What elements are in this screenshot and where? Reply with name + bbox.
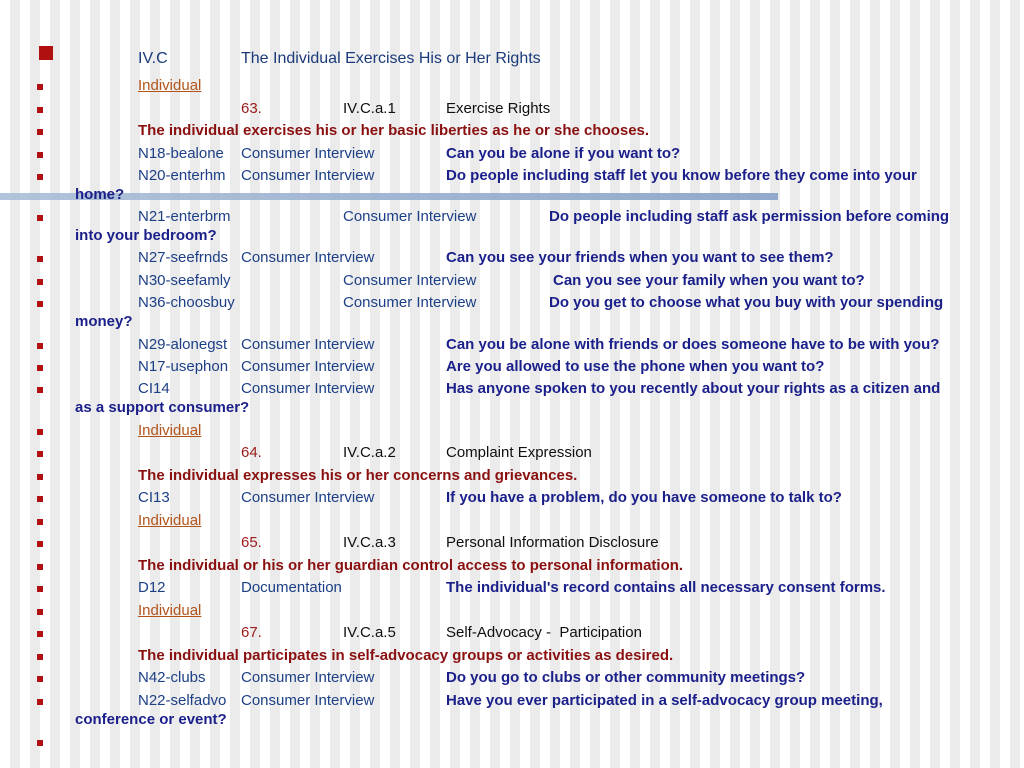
indicator-question: Do people including staff let you know before they come into your bbox=[446, 167, 917, 184]
indicator-question: Can you be alone with friends or does someone have to be with you? bbox=[446, 336, 940, 353]
indicator-id: D12 bbox=[138, 579, 166, 596]
indicator-source: Consumer Interview bbox=[343, 208, 477, 225]
indicator-source: Consumer Interview bbox=[241, 167, 375, 184]
indicator-id: CI14 bbox=[138, 380, 170, 397]
item-number: 63. bbox=[241, 100, 262, 117]
indicator-question: Can you see your family when you want to? bbox=[553, 272, 865, 289]
bullet-icon bbox=[37, 343, 43, 349]
standard-statement: The individual or his or her guardian control access to personal information. bbox=[138, 557, 684, 574]
bullet-icon bbox=[37, 519, 43, 525]
indicator-question-cont: conference or event? bbox=[75, 711, 227, 728]
bullet-icon bbox=[37, 256, 43, 262]
indicator-source: Consumer Interview bbox=[241, 145, 375, 162]
bullet-icon bbox=[37, 365, 43, 371]
title-code: IV.C bbox=[138, 50, 168, 67]
item-description: Self-Advocacy - Participation bbox=[446, 624, 642, 641]
indicator-source: Consumer Interview bbox=[241, 692, 375, 709]
indicator-question: Has anyone spoken to you recently about your rights as a citizen and bbox=[446, 380, 941, 397]
bullet-icon bbox=[37, 429, 43, 435]
indicator-id: N20-enterhm bbox=[138, 167, 226, 184]
bullet-icon bbox=[37, 387, 43, 393]
item-code: IV.C.a.2 bbox=[343, 444, 396, 461]
bullet-icon bbox=[37, 631, 43, 637]
item-description: Personal Information Disclosure bbox=[446, 534, 659, 551]
bullet-icon bbox=[37, 279, 43, 285]
individual-link[interactable]: Individual bbox=[138, 602, 202, 619]
item-number: 67. bbox=[241, 624, 262, 641]
indicator-question: Do you go to clubs or other community meetings? bbox=[446, 669, 806, 686]
indicator-question: The individual's record contains all necessary consent forms. bbox=[446, 579, 886, 596]
standard-statement: The individual expresses his or her concerns and grievances. bbox=[138, 467, 578, 484]
indicator-source: Consumer Interview bbox=[241, 336, 375, 353]
bullet-icon bbox=[37, 564, 43, 570]
bullet-icon bbox=[37, 586, 43, 592]
indicator-question-cont: money? bbox=[75, 313, 133, 330]
item-description: Exercise Rights bbox=[446, 100, 551, 117]
bullet-icon bbox=[37, 740, 43, 746]
indicator-question: If you have a problem, do you have someone to talk to? bbox=[446, 489, 842, 506]
bullet-icon bbox=[37, 84, 43, 90]
standard-statement: The individual participates in self-advocacy groups or activities as desired. bbox=[138, 647, 674, 664]
bullet-icon bbox=[37, 676, 43, 682]
item-code: IV.C.a.3 bbox=[343, 534, 396, 551]
item-code: IV.C.a.1 bbox=[343, 100, 396, 117]
indicator-source: Consumer Interview bbox=[343, 272, 477, 289]
individual-link[interactable]: Individual bbox=[138, 422, 202, 439]
indicator-id: N17-usephon bbox=[138, 358, 229, 375]
standard-statement: The individual exercises his or her basic liberties as he or she chooses. bbox=[138, 122, 650, 139]
indicator-source: Consumer Interview bbox=[241, 380, 375, 397]
bullet-icon bbox=[37, 451, 43, 457]
indicator-question-cont: into your bedroom? bbox=[75, 227, 217, 244]
title-bullet-icon bbox=[39, 46, 53, 60]
page-title: The Individual Exercises His or Her Rights bbox=[241, 50, 541, 67]
bullet-icon bbox=[37, 107, 43, 113]
indicator-question: Have you ever participated in a self-advocacy group meeting, bbox=[446, 692, 883, 709]
item-number: 64. bbox=[241, 444, 262, 461]
bullet-icon bbox=[37, 541, 43, 547]
indicator-question: Can you see your friends when you want to see them? bbox=[446, 249, 834, 266]
indicator-question: Can you be alone if you want to? bbox=[446, 145, 681, 162]
indicator-question: Do you get to choose what you buy with your spending bbox=[549, 294, 944, 311]
bullet-icon bbox=[37, 496, 43, 502]
bullet-icon bbox=[37, 474, 43, 480]
indicator-id: N22-selfadvo bbox=[138, 692, 227, 709]
indicator-question-cont: home? bbox=[75, 186, 125, 203]
indicator-source: Documentation bbox=[241, 579, 342, 596]
indicator-id: N36-choosbuy bbox=[138, 294, 235, 311]
bullet-icon bbox=[37, 301, 43, 307]
item-code: IV.C.a.5 bbox=[343, 624, 396, 641]
indicator-id: N18-bealone bbox=[138, 145, 224, 162]
bullet-icon bbox=[37, 174, 43, 180]
individual-link[interactable]: Individual bbox=[138, 512, 202, 529]
indicator-source: Consumer Interview bbox=[241, 489, 375, 506]
indicator-id: N21-enterbrm bbox=[138, 208, 231, 225]
bullet-icon bbox=[37, 152, 43, 158]
bullet-icon bbox=[37, 699, 43, 705]
bullet-icon bbox=[37, 609, 43, 615]
individual-link[interactable]: Individual bbox=[138, 77, 202, 94]
item-number: 65. bbox=[241, 534, 262, 551]
bullet-icon bbox=[37, 215, 43, 221]
indicator-source: Consumer Interview bbox=[241, 249, 375, 266]
indicator-id: N30-seefamly bbox=[138, 272, 231, 289]
indicator-id: N27-seefrnds bbox=[138, 249, 229, 266]
item-description: Complaint Expression bbox=[446, 444, 592, 461]
indicator-id: N29-alonegst bbox=[138, 336, 228, 353]
indicator-source: Consumer Interview bbox=[241, 669, 375, 686]
indicator-question: Are you allowed to use the phone when you want to? bbox=[446, 358, 825, 375]
indicator-id: CI13 bbox=[138, 489, 170, 506]
bullet-icon bbox=[37, 654, 43, 660]
indicator-id: N42-clubs bbox=[138, 669, 206, 686]
indicator-source: Consumer Interview bbox=[343, 294, 477, 311]
indicator-question-cont: as a support consumer? bbox=[75, 399, 250, 416]
indicator-question: Do people including staff ask permission before coming bbox=[549, 208, 950, 225]
indicator-source: Consumer Interview bbox=[241, 358, 375, 375]
bullet-icon bbox=[37, 129, 43, 135]
